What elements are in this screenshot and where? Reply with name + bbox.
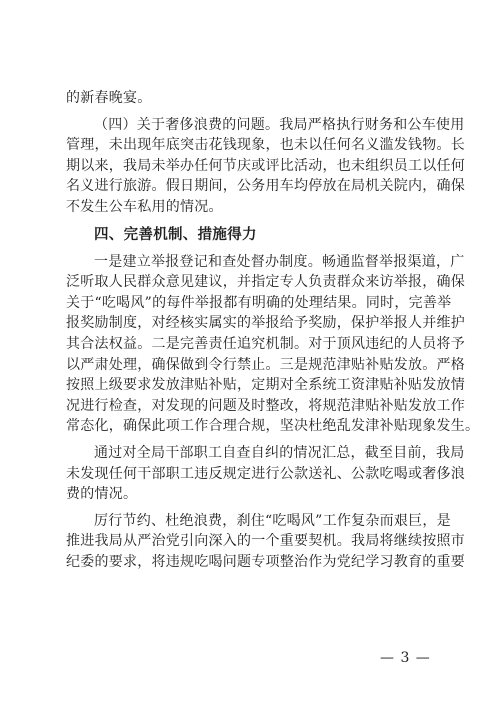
text-line: 厉行节约、杜绝浪费，刹住“吃喝风”工作复杂而艰巨，是 [94,512,451,529]
text-line: 一是建立举报登记和查处督办制度。畅通监督举报渠道，广 [94,253,465,270]
text-line: 关于“吃喝风”的每件举报都有明确的处理结果。同时，完善举 [66,294,452,311]
text-line: 不发生公车私用的情况。 [66,198,223,215]
paragraph [66,88,438,109]
heading-line: 四、完善机制、措施得力 [94,226,257,243]
text-line: 未发现任何干部职工违反规定进行公款送礼、公款吃喝或奢侈浪 [66,465,465,482]
text-line: 期以来，我局未举办任何节庆或评比活动，也未组织员工以任何 [66,157,465,174]
text-line: 泛听取人民群众意见建议，并指定专人负责群众来访举报，确保 [66,274,465,291]
text-line: 按照上级要求发放津贴补贴，定期对全系统工资津贴补贴发放情 [66,377,465,394]
paragraph [66,115,465,218]
text-line: 其合法权益。二是完善责任追究机制。对于顶风违纪的人员将予 [66,335,465,352]
text-line: （四）关于奢侈浪费的问题。我局严格执行财务和公车使用 [94,116,465,133]
page-number: — 3 — [380,650,431,666]
paragraph [66,443,465,505]
section-heading [66,224,438,246]
text-line: 费的情况。 [66,486,138,503]
paragraph [66,511,465,573]
text-line: 纪委的要求，将违规吃喝问题专项整治作为党纪学习教育的重要 [66,553,465,570]
text-line: 名义进行旅游。假日期间，公务用车均停放在局机关院内，确保 [66,178,465,195]
text-line: 的新春晚宴。 [66,90,152,106]
paragraph [66,252,480,437]
text-line: 通过对全局干部职工自查自纠的情况汇总，截至目前，我局 [94,444,465,461]
text-line: 况进行检查，对发现的问题及时整改，将规范津贴补贴发放工作 [66,397,465,414]
text-line: 以严肃处理，确保做到令行禁止。三是规范津贴补贴发放。严格 [66,356,465,373]
text-line: 常态化，确保此项工作合理合规，坚决杜绝乱发津补贴现象发生。 [66,418,480,435]
text-line: 管理，未出现年底突击花钱现象，也未以任何名义滥发钱物。长 [66,137,465,154]
text-line: 推进我局从严治党引向深入的一个重要契机。我局将继续按照市 [66,533,465,550]
text-line: 报奖励制度，对经核实属实的举报给予奖励，保护举报人并维护 [66,315,465,332]
document-body [66,88,480,572]
